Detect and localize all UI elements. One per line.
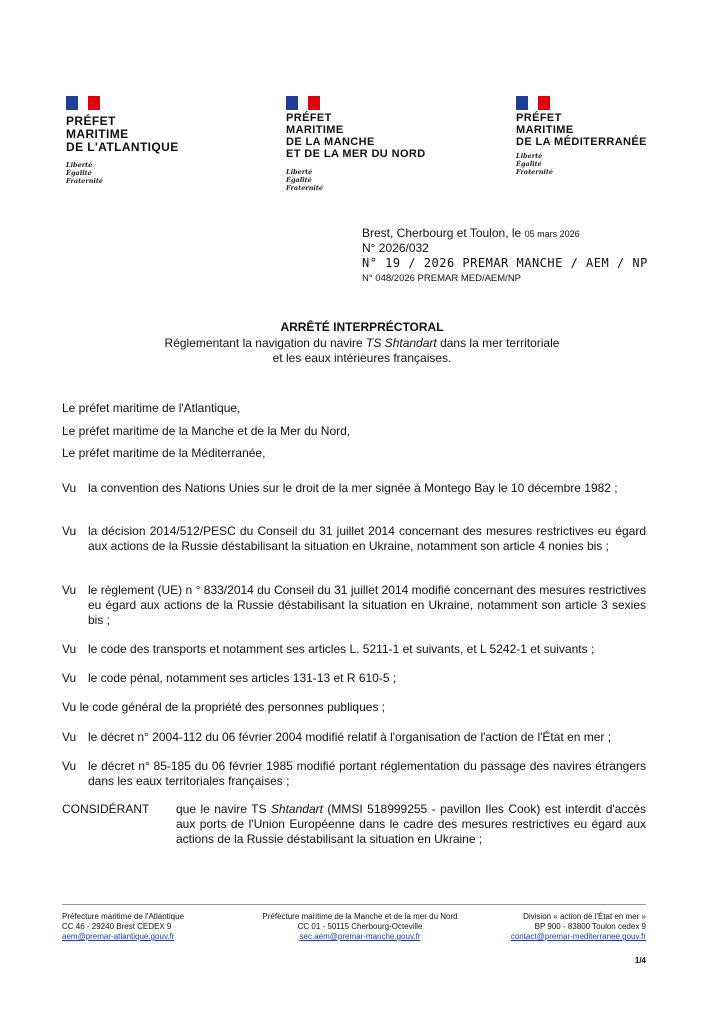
- ship-name: Shtandart: [270, 802, 323, 816]
- ship-name: TS Shtandart: [366, 336, 437, 350]
- vu-label: Vu: [62, 642, 77, 656]
- vu-item: le règlement (UE) n ° 833/2014 du Conseil du 31 juillet 2014 modifié concernant des mesures restrictives eu égard aux actions de la Russie déstabilisant la situation en Ukraine, notamment son article 3 sexies bis ;: [88, 583, 646, 627]
- vu-item: le décret n° 85-185 du 06 février 1985 modifié portant réglementation du passage des navires étrangers dans les eaux territoriales françaises ;: [88, 759, 646, 788]
- logo-atlantique: PRÉFET MARITIME DE L'ATLANTIQUE: [66, 114, 179, 154]
- document-subtitle-2: et les eaux intérieures françaises.: [272, 351, 452, 365]
- prefect-line: Le préfet maritime de la Méditerranée,: [62, 446, 266, 460]
- document-subtitle: Réglementant la navigation du navire TS Shtandart dans la mer territoriale: [164, 336, 560, 350]
- date-stamp: 05 mars 2026: [524, 229, 580, 239]
- vu-label: Vu: [62, 730, 77, 744]
- vu-item-inline: Vu le code général de la propriété des personnes publiques ;: [62, 700, 386, 714]
- footer-atlantique: Préfecture maritime de l'Atlantique CC 46 - 29240 Brest CEDEX 9 aem@premar-atlantique.gouv.fr: [62, 912, 185, 941]
- vu-item: le code pénal, notamment ses articles 131-13 et R 610-5 ;: [88, 671, 397, 685]
- motto-mediterranee: Liberté Égalité Fraternité: [516, 152, 554, 176]
- vu-label: Vu: [62, 671, 77, 685]
- footer-mediterranee: Division « action de l'État en mer » BP 900 - 83800 Toulon cedex 9 contact@premar-mediterranee.gouv.fr: [510, 912, 646, 941]
- vu-label: Vu: [62, 481, 77, 495]
- vu-item: la décision 2014/512/PESC du Conseil du 31 juillet 2014 concernant des mesures restrictives eu égard aux actions de la Russie déstabilisant la situation en Ukraine, notamment son article 4 nonies bis ;: [88, 524, 646, 553]
- vu-item: le décret n° 2004-112 du 06 février 2004 modifié relatif à l'organisation de l'action de l'État en mer ;: [88, 730, 612, 744]
- republic-flag-icon: [286, 96, 320, 110]
- vu-label: Vu: [62, 583, 77, 597]
- vu-item: le code des transports et notamment ses articles L. 5211-1 et suivants, et L 5242-1 et suivants ;: [88, 642, 595, 656]
- motto-manche: Liberté Égalité Fraternité: [286, 168, 324, 192]
- republic-flag-icon: [516, 96, 550, 110]
- page-number: 1/4: [634, 956, 646, 965]
- vu-item: la convention des Nations Unies sur le droit de la mer signée à Montego Bay le 10 décembre 1982 ;: [88, 481, 618, 495]
- email-link[interactable]: aem@premar-atlantique.gouv.fr: [62, 932, 175, 941]
- considerant-label: CONSIDÉRANT: [62, 802, 150, 816]
- email-link[interactable]: contact@premar-mediterranee.gouv.fr: [510, 932, 646, 941]
- document-title: ARRÊTÉ INTERPRÉCTORAL: [280, 320, 444, 334]
- republic-flag-icon: [66, 96, 100, 110]
- place-date: Brest, Cherbourg et Toulon, le 05 mars 2026: [362, 226, 580, 240]
- vu-label: Vu: [62, 524, 77, 538]
- reference-number-handwritten: N° 19 / 2026 PREMAR MANCHE / AEM / NP: [362, 256, 648, 270]
- considerant-text: que le navire TS Shtandart (MMSI 518999255 - pavillon Iles Cook) est interdit d'accès aux ports de l'Union Européenne dans le cadre des mesures restrictives eu égard aux actions de la Russie déstabilisant la situation en Ukraine ;: [176, 802, 647, 846]
- email-link[interactable]: sec.aem@premar-manche.gouv.fr: [299, 932, 421, 941]
- footer-divider: [62, 904, 646, 905]
- logo-manche: PRÉFET MARITIME DE LA MANCHE ET DE LA MER DU NORD: [286, 112, 426, 160]
- prefect-line: Le préfet maritime de la Manche et de la Mer du Nord,: [62, 424, 351, 438]
- logo-mediterranee: PRÉFET MARITIME DE LA MÉDITERRANÉE: [516, 112, 647, 148]
- prefect-line: Le préfet maritime de l'Atlantique,: [62, 401, 241, 415]
- reference-number-3: N° 048/2026 PREMAR MED/AEM/NP: [362, 273, 522, 284]
- vu-label: Vu: [62, 759, 77, 773]
- footer-manche: Préfecture maritime de la Manche et de la mer du Nord CC 01 - 50115 Cherbourg-Octeville sec.aem@premar-manche.gouv.fr: [262, 912, 458, 941]
- motto-atlantique: Liberté Égalité Fraternité: [66, 161, 104, 185]
- reference-number-1: N° 2026/032: [362, 241, 429, 255]
